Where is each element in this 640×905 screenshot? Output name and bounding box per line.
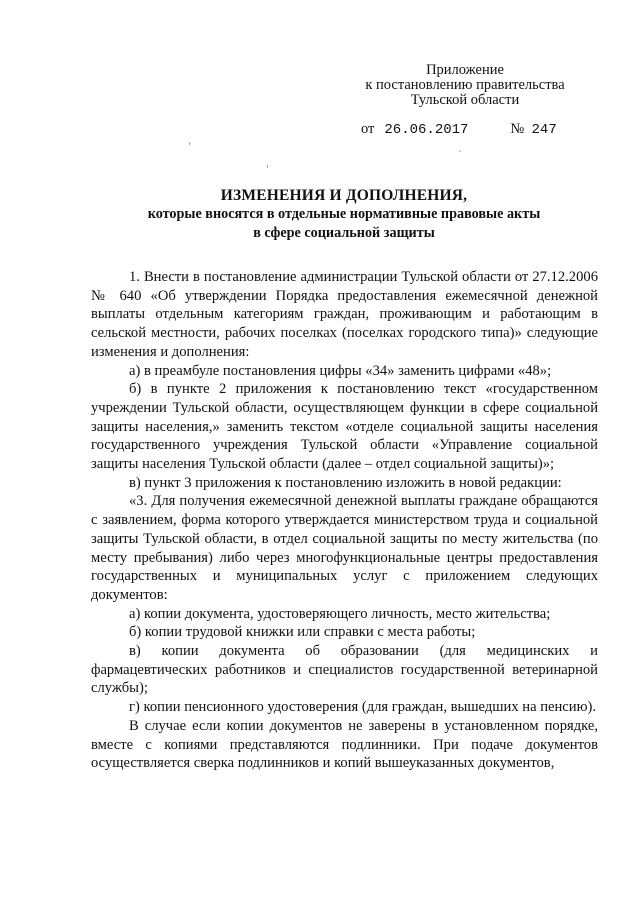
date-prefix: от [361,121,375,137]
paragraph: в) копии документа об образовании (для медицинских и фармацевтических работников и специалистов государственной ветеринарной службы); [91,643,598,697]
number-prefix: № [510,121,525,137]
document-body [91,268,598,773]
decree-date: 26.06.2017 [384,122,469,138]
paragraph: б) в пункте 2 приложения к постановлению текст «государственном учреждении Тульской области, осуществляющем функции в сфере социальной защиты населения,» заменить текстом «отделе социальной защиты населения государственного учреждения Тульской области «Управление социальной защиты населения Тульской области (далее – отдел социальной защиты)»; [91,381,598,473]
scan-speck: ˋ [458,150,463,161]
paragraph: а) копии документа, удостоверяющего личность, место жительства; [129,605,551,622]
paragraph: В случае если копии документов не заверены в установленном порядке, вместе с копиями представляются подлинники. При подаче документов осуществляется сверка подлинников и копий вышеуказанных документов, [91,717,598,772]
paragraph: «3. Для получения ежемесячной денежной выплаты граждане обращаются с заявлением, форма которого утверждается министерством труда и социальной защиты Тульской области, в отдел социальной защиты по месту жительства (по месту пребывания) либо через многофункциональные центры предоставления государственных и муниципальных услуг с приложением следующих документов: [91,493,598,603]
appendix-line: к постановлению правительства [365,77,565,93]
appendix-line: Приложение [426,62,504,78]
decree-date-number [361,121,557,138]
paragraph: в) пункт 3 приложения к постановлению изложить в новой редакции: [129,474,562,491]
scan-speck: , [188,136,192,147]
paragraph: а) в преамбуле постановления цифры «34» заменить цифрами «48»; [129,362,552,379]
subtitle-line: которые вносятся в отдельные нормативные правовые акты [147,206,541,222]
paragraph: г) копии пенсионного удостоверения (для граждан, вышедших на пенсию). [129,699,596,716]
appendix-header [340,63,590,108]
appendix-line: Тульской области [410,92,520,108]
subtitle-line: в сфере социальной защиты [253,225,435,241]
scan-speck: ' [266,164,269,175]
paragraph: б) копии трудовой книжки или справки с места работы; [129,624,476,641]
title-line: ИЗМЕНЕНИЯ И ДОПОЛНЕНИЯ, [220,187,468,204]
decree-number: 247 [531,122,557,138]
paragraph: 1. Внести в постановление администрации Тульской области от 27.12.2006 № 640 «Об утверждении Порядка предоставления ежемесячной денежной выплаты отдельным категориям граждан, проживающим и работающим в сельской местности, рабочих поселках (поселках городского типа)» следующие изменения и дополнения: [91,269,598,360]
document-title [90,186,598,243]
